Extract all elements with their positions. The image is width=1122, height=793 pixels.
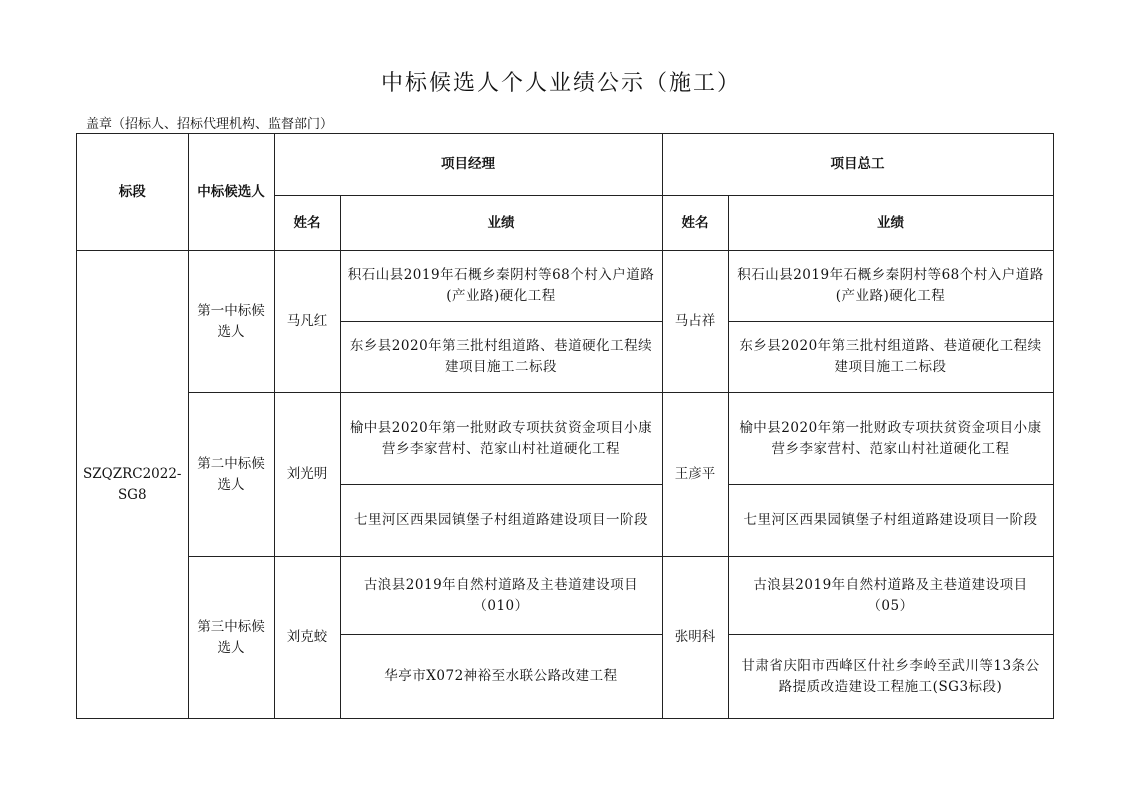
table-row xyxy=(77,251,1054,322)
engineer-performance-cell: 东乡县2020年第三批村组道路、巷道硬化工程续建项目施工二标段 xyxy=(728,322,1053,393)
table-row xyxy=(77,557,1054,635)
manager-performance-cell: 七里河区西果园镇堡子村组道路建设项目一阶段 xyxy=(340,485,662,557)
manager-performance-cell: 榆中县2020年第一批财政专项扶贫资金项目小康营乡李家营村、范家山村社道硬化工程 xyxy=(340,393,662,485)
engineer-performance-cell: 古浪县2019年自然村道路及主巷道建设项目（05） xyxy=(728,557,1053,635)
page-title: 中标候选人个人业绩公示（施工） xyxy=(380,71,741,96)
candidate-rank-cell: 第三中标候选人 xyxy=(188,557,274,719)
header-manager-name: 姓名 xyxy=(274,196,340,251)
engineer-performance-cell: 甘肃省庆阳市西峰区什社乡李岭至武川等13条公路提质改造建设工程施工(SG3标段) xyxy=(728,635,1053,719)
header-chief-engineer: 项目总工 xyxy=(662,134,1053,196)
candidate-rank-cell: 第一中标候选人 xyxy=(188,251,274,393)
section-id-cell: SZQZRC2022-SG8 xyxy=(77,251,189,719)
engineer-name-cell: 王彦平 xyxy=(662,393,728,557)
manager-performance-cell: 东乡县2020年第三批村组道路、巷道硬化工程续建项目施工二标段 xyxy=(340,322,662,393)
header-section: 标段 xyxy=(77,134,189,251)
header-engineer-performance: 业绩 xyxy=(728,196,1053,251)
engineer-name-cell: 张明科 xyxy=(662,557,728,719)
manager-performance-cell: 积石山县2019年石概乡秦阴村等68个村入户道路(产业路)硬化工程 xyxy=(340,251,662,322)
engineer-name-cell: 马占祥 xyxy=(662,251,728,393)
performance-table xyxy=(76,133,1054,719)
manager-performance-cell: 华亭市X072神裕至水联公路改建工程 xyxy=(340,635,662,719)
header-project-manager: 项目经理 xyxy=(274,134,662,196)
header-engineer-name: 姓名 xyxy=(662,196,728,251)
table-row xyxy=(77,393,1054,485)
header-manager-performance: 业绩 xyxy=(340,196,662,251)
manager-name-cell: 马凡红 xyxy=(274,251,340,393)
stamp-label: 盖章（招标人、招标代理机构、监督部门） xyxy=(86,117,334,132)
engineer-performance-cell: 榆中县2020年第一批财政专项扶贫资金项目小康营乡李家营村、范家山村社道硬化工程 xyxy=(728,393,1053,485)
engineer-performance-cell: 积石山县2019年石概乡秦阴村等68个村入户道路(产业路)硬化工程 xyxy=(728,251,1053,322)
manager-name-cell: 刘光明 xyxy=(274,393,340,557)
manager-performance-cell: 古浪县2019年自然村道路及主巷道建设项目（010） xyxy=(340,557,662,635)
engineer-performance-cell: 七里河区西果园镇堡子村组道路建设项目一阶段 xyxy=(728,485,1053,557)
manager-name-cell: 刘克蛟 xyxy=(274,557,340,719)
header-candidate: 中标候选人 xyxy=(188,134,274,251)
candidate-rank-cell: 第二中标候选人 xyxy=(188,393,274,557)
